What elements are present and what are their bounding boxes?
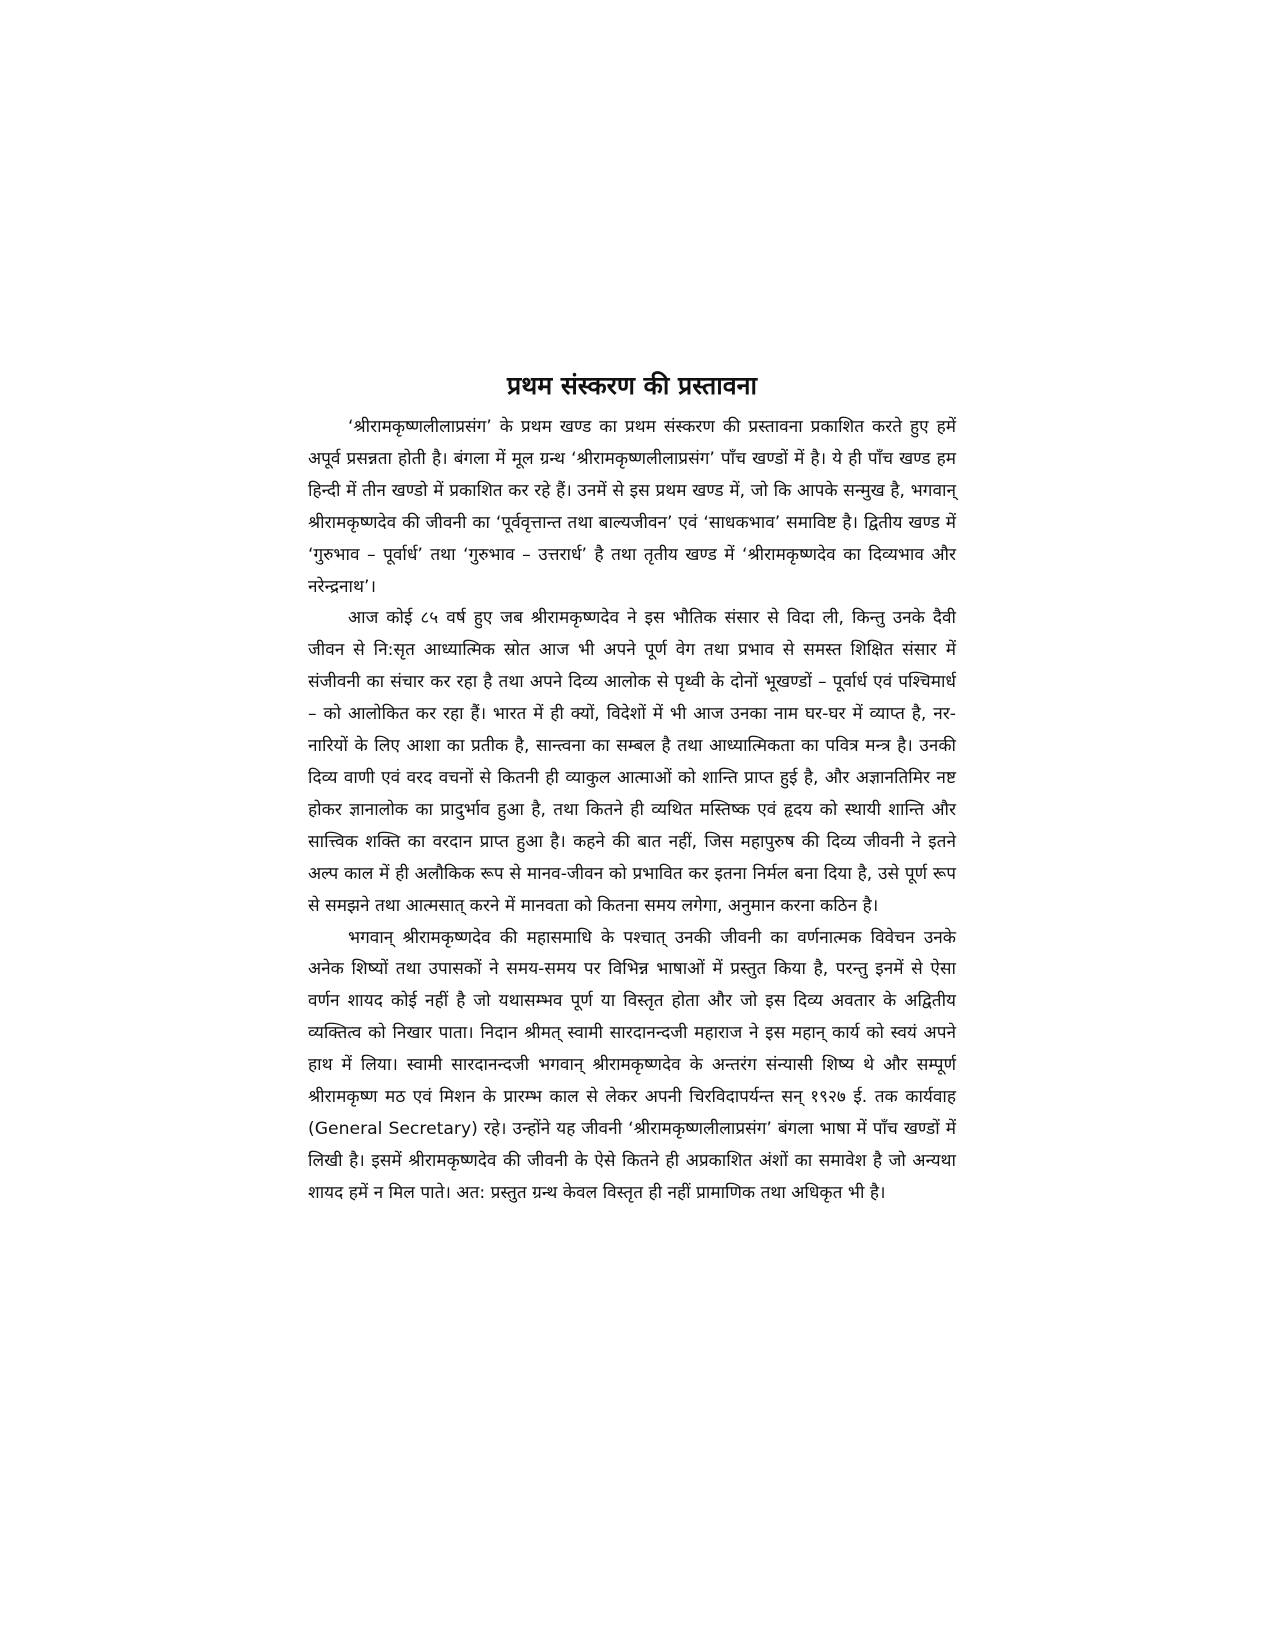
page-title: प्रथम संस्करण की प्रस्तावना [507, 371, 757, 400]
paragraph-2: आज कोई ८५ वर्ष हुए जब श्रीरामकृष्णदेव ने इस भौतिक संसार से विदा ली, किन्तु उनके दैवी जीवन से नि:सृत आध्यात्मिक स्रोत आज भी अपने पूर्ण वेग तथा प्रभाव से समस्त शिक्षित संसार में संजीवनी का संचार कर रहा है तथा अपने दिव्य आलोक से पृथ्वी के दोनों भूखण्डों – पूर्वार्ध एवं पश्चिमार्ध – को आलोकित कर रहा हैं। भारत में ही क्यों, विदेशों में भी आज उनका नाम घर-घर में व्याप्त है, नर-नारियों के लिए आशा का प्रतीक है, सान्त्वना का सम्बल है तथा आध्यात्मिकता का पवित्र मन्त्र है। उनकी दिव्य वाणी एवं वरद वचनों से कितनी ही व्याकुल आत्माओं को शान्ति प्राप्त हुई है, और अज्ञानतिमिर नष्ट होकर ज्ञानालोक का प्रादुर्भाव हुआ है, तथा कितने ही व्यथित मस्तिष्क एवं हृदय को स्थायी शान्ति और सात्त्विक शक्ति का वरदान प्राप्त हुआ है। कहने की बात नहीं, जिस महापुरुष की दिव्य जीवनी ने इतने अल्प काल में ही अलौकिक रूप से मानव-जीवन को प्रभावित कर इतना निर्मल बना दिया है, उसे पूर्ण रूप से समझने तथा आत्मसात् करने में मानवता को कितना समय लगेगा, अनुमान करना कठिन है। [308, 608, 956, 916]
document-body [308, 370, 956, 1210]
paragraph-1: ‘श्रीरामकृष्णलीलाप्रसंग’ के प्रथम खण्ड का प्रथम संस्करण की प्रस्तावना प्रकाशित करते हुए हमें अपूर्व प्रसन्नता होती है। बंगला में मूल ग्रन्थ ‘श्रीरामकृष्णलीलाप्रसंग’ पाँच खण्डों में है। ये ही पाँच खण्ड हम हिन्दी में तीन खण्डो में प्रकाशित कर रहे हैं। उनमें से इस प्रथम खण्ड में, जो कि आपके सन्मुख है, भगवान् श्रीरामकृष्णदेव की जीवनी का ‘पूर्ववृत्तान्त तथा बाल्यजीवन’ एवं ‘साधकभाव’ समाविष्ट है। द्वितीय खण्ड में ‘गुरुभाव – पूर्वार्ध’ तथा ‘गुरुभाव – उत्तरार्ध’ है तथा तृतीय खण्ड में ‘श्रीरामकृष्णदेव का दिव्यभाव और नरेन्द्रनाथ’। [308, 417, 956, 597]
paragraph-3: भगवान् श्रीरामकृष्णदेव की महासमाधि के पश्चात् उनकी जीवनी का वर्णनात्मक विवेचन उनके अनेक शिष्यों तथा उपासकों ने समय-समय पर विभिन्न भाषाओं में प्रस्तुत किया है, परन्तु इनमें से ऐसा वर्णन शायद कोई नहीं है जो यथासम्भव पूर्ण या विस्तृत होता और जो इस दिव्य अवतार के अद्वितीय व्यक्तित्व को निखार पाता। निदान श्रीमत् स्वामी सारदानन्दजी महाराज ने इस महान् कार्य को स्वयं अपने हाथ में लिया। स्वामी सारदानन्दजी भगवान् श्रीरामकृष्णदेव के अन्तरंग संन्यासी शिष्य थे और सम्पूर्ण श्रीरामकृष्ण मठ एवं मिशन के प्रारम्भ काल से लेकर अपनी चिरविदापर्यन्त सन् १९२७ ई. तक कार्यवाह (General Secretary) रहे। उन्होंने यह जीवनी ‘श्रीरामकृष्णलीलाप्रसंग’ बंगला भाषा में पाँच खण्डों में लिखी है। इसमें श्रीरामकृष्णदेव की जीवनी के ऐसे कितने ही अप्रकाशित अंशों का समावेश है जो अन्यथा शायद हमें न मिल पाते। अत: प्रस्तुत ग्रन्थ केवल विस्तृत ही नहीं प्रामाणिक तथा अधिकृत भी है। [308, 927, 956, 1203]
